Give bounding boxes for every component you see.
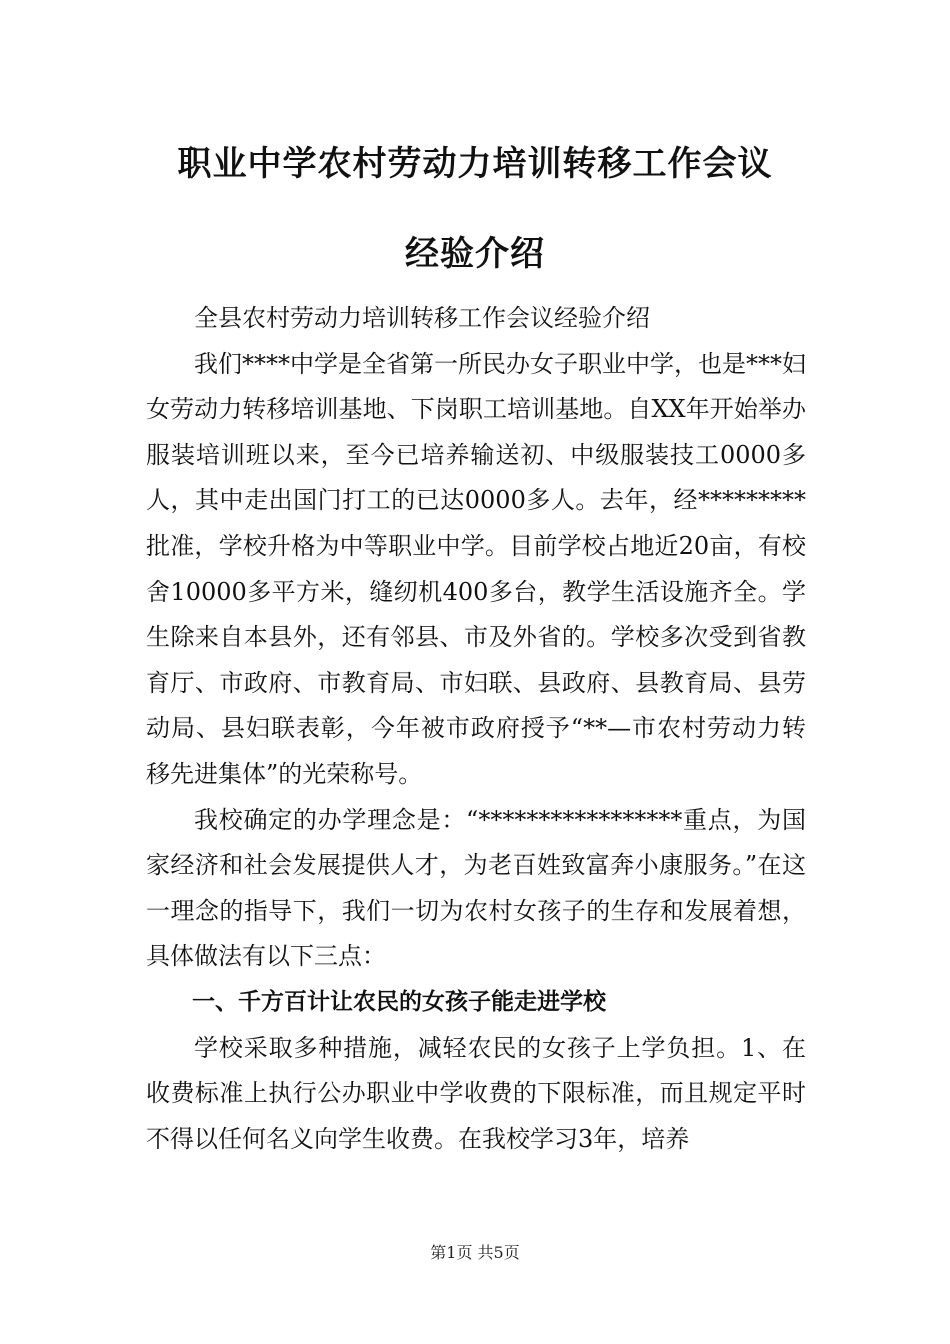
document-body [146,296,806,1162]
document-title-line-2: 经验介绍 [405,234,545,274]
paragraph-school-philosophy: 我校确定的办学理念是：“*****************重点，为国家经济和社会发展提供人才，为老百姓致富奔小康服务。”在这一理念的指导下，我们一切为农村女孩子的生存和发展着想，具体做法有以下三点： [146,805,806,971]
paragraph-school-intro: 我们****中学是全省第一所民办女子职业中学，也是***妇女劳动力转移培训基地、下岗职工培训基地。自XX年开始举办服装培训班以来，至今已培养输送初、中级服装技工0000多人，其中走出国门打工的已达0000多人。去年，经*********批准，学校升格为中等职业中学。目前学校占地近20亩，有校舍10000多平方米，缝纫机400多台，教学生活设施齐全。学生除来自本县外，还有邻县、市及外省的。学校多次受到省教育厅、市政府、市教育局、市妇联、县政府、县教育局、县劳动局、县妇联表彰，今年被市政府授予“**—市农村劳动力转移先进集体”的光荣称号。 [146,349,806,788]
page-footer: 第1页 共5页 [430,1243,520,1262]
paragraph-measures: 学校采取多种措施，减轻农民的女孩子上学负担。1、在收费标准上执行公办职业中学收费的下限标准，而且规定平时不得以任何名义向学生收费。在我校学习3年，培养 [146,1033,806,1153]
document-title-line-1: 职业中学农村劳动力培训转移工作会议 [177,144,773,184]
paragraph-subtitle: 全县农村劳动力培训转移工作会议经验介绍 [194,304,650,332]
section-heading-1: 一、千方百计让农民的女孩子能走进学校 [192,988,606,1015]
